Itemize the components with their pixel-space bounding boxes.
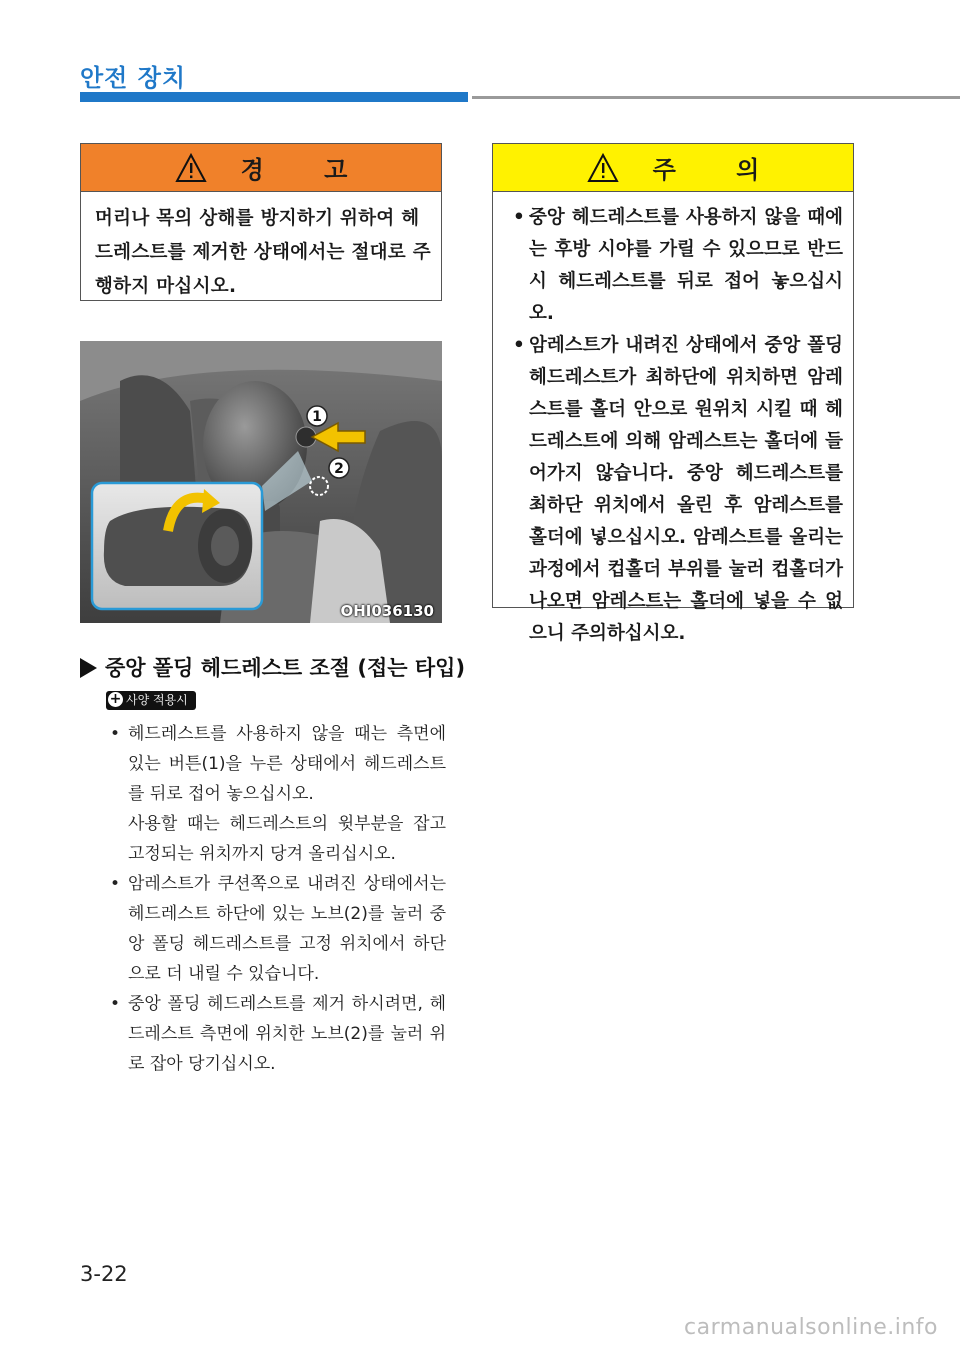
callout-1-label: 1 — [312, 409, 322, 425]
triangle-bullet-icon — [80, 658, 97, 678]
headrest-illustration — [80, 341, 442, 623]
warning-header — [81, 144, 441, 192]
warning-title: 경 고 — [240, 156, 374, 184]
section-title: 안전 장치 — [80, 64, 187, 92]
section-heading: 중앙 폴딩 헤드레스트 조절 (접는 타입) — [80, 652, 465, 682]
watermark: carmanualsonline.info — [684, 1315, 938, 1340]
headrest-illustration-art — [80, 341, 442, 623]
list-item-extra: 사용할 때는 헤드레스트의 윗부분을 잡고 고정되는 위치까지 당겨 올리십시오. — [128, 814, 446, 864]
header-divider — [472, 96, 960, 99]
warning-text: 머리나 목의 상해를 방지하기 위하여 헤드레스트를 제거한 상태에서는 절대로 주행하지 마십시오. — [95, 208, 431, 297]
caution-item: • 암레스트가 내려진 상태에서 중앙 폴딩 헤드레스트가 최하단에 위치하면 암레스트를 홀더 안으로 원위치 시킬 때 헤드레스트에 의해 암레스트는 홀더에 들어가지 않습니다. 중앙 헤드레스트를 최하단 위치에서 올린 후 암레스트를 홀더에 넣으십시오. 암레스트를 올리는 과정에서 컵홀더 부위를 눌러 컵홀더가 나오면 암레스트는 홀더에 넣을 수 없으니 주의하십시오. — [513, 335, 843, 644]
instruction-list — [106, 719, 446, 1079]
caution-title: 주 의 — [652, 156, 786, 184]
warning-triangle-icon — [175, 153, 207, 183]
caution-triangle-icon — [587, 153, 619, 183]
warning-box — [80, 143, 442, 301]
caution-item: • 중앙 헤드레스트를 사용하지 않을 때에는 후방 시야를 가릴 수 있으므로 반드시 헤드레스트를 뒤로 접어 놓으십시오. — [513, 207, 843, 324]
callout-2-label: 2 — [334, 461, 344, 477]
list-item: • 암레스트가 쿠션쪽으로 내려진 상태에서는 헤드레스트 하단에 있는 노브(2)를 눌러 중앙 폴딩 헤드레스트를 고정 위치에서 하단으로 더 내릴 수 있습니다. — [110, 874, 446, 984]
spec-badge: + 사양 적용시 — [106, 691, 196, 710]
header-accent-bar — [80, 92, 468, 102]
list-item: • 헤드레스트를 사용하지 않을 때는 측면에 있는 버튼(1)을 누른 상태에서 헤드레스트를 뒤로 접어 놓으십시오. — [110, 724, 446, 804]
page-number: 3-22 — [80, 1262, 128, 1286]
caution-header — [493, 144, 853, 192]
plus-icon: + — [109, 691, 122, 707]
figure-code: OHI036130 — [340, 602, 434, 620]
caution-box — [492, 143, 854, 644]
list-item: • 중앙 폴딩 헤드레스트를 제거 하시려면, 헤드레스트 측면에 위치한 노브(2)를 눌러 위로 잡아 당기십시오. — [110, 994, 446, 1074]
